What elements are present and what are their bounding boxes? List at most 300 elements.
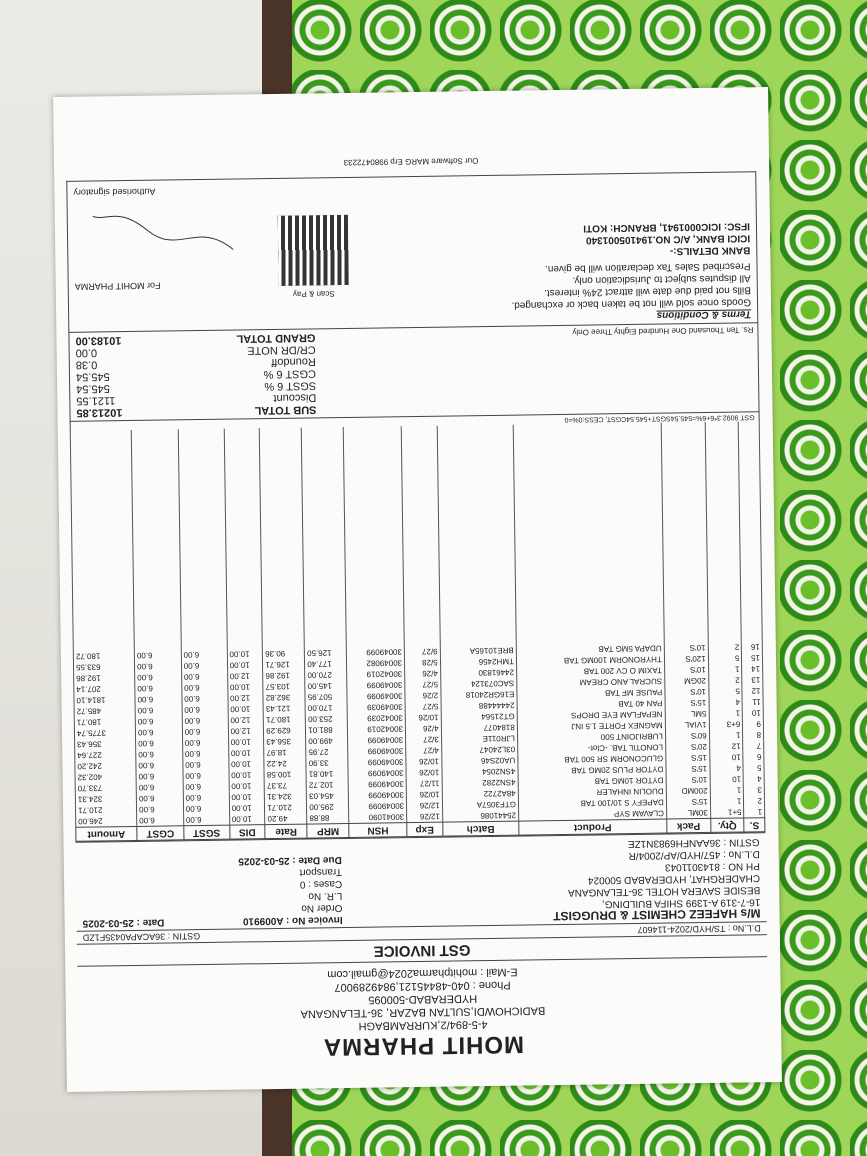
grand-total-label: GRAND TOTAL	[236, 331, 316, 345]
table-cell: 6.00	[181, 671, 227, 683]
table-cell: 12/26	[407, 811, 443, 823]
table-cell: 253.00	[305, 713, 347, 725]
cgst-value: 545.54	[75, 370, 110, 383]
table-cell: TMH2456	[440, 656, 516, 668]
discount-value: 1121.55	[76, 394, 116, 407]
table-cell: 6.00	[136, 792, 183, 804]
table-cell: 9	[743, 718, 764, 729]
table-cell: 4SN2282	[442, 777, 518, 789]
table-cell: 207.14	[74, 683, 135, 695]
roundoff-label: Roundoff	[271, 355, 316, 369]
table-cell: GT21564	[441, 711, 517, 723]
table-cell: 6.00	[183, 814, 229, 826]
table-cell: 6+3	[709, 718, 743, 729]
table-cell: 6.00	[135, 715, 182, 727]
party-section	[75, 832, 766, 931]
table-cell: 6.00	[181, 660, 227, 672]
shop-address-1: 4-5-894/2,KURRAMBAGH	[358, 1018, 488, 1032]
column-header: HSN	[349, 823, 407, 838]
authorised-signatory: Authorised signatory	[73, 186, 156, 198]
table-cell: 6.00	[136, 748, 183, 760]
table-cell: 90.36	[263, 648, 305, 660]
table-cell: 33.90	[306, 757, 348, 769]
table-cell: PAN 40 TAB	[517, 698, 665, 711]
table-cell: 6.00	[182, 748, 228, 760]
table-filler-row	[70, 421, 762, 651]
table-cell: 6.00	[135, 693, 182, 705]
sgst-label: SGST 6 %	[264, 379, 317, 393]
column-header: DIS	[229, 825, 265, 839]
table-cell: 102.72	[306, 779, 348, 791]
term-3: All disputes subject to Jurisdication only.	[572, 272, 751, 286]
table-cell: 5+1	[710, 806, 744, 818]
table-cell: 5	[709, 685, 743, 696]
table-cell: 2/26	[405, 690, 441, 701]
table-cell: 10.00	[228, 703, 264, 714]
table-cell: 1	[709, 729, 743, 740]
column-header: Qty.	[710, 818, 744, 832]
term-1: Goods once sold will not be taken back or exchanged.	[511, 296, 752, 311]
table-cell: 246.00	[76, 815, 137, 827]
amount-in-words: Rs. Ten Thousand One Hundred Eighty Three Only	[572, 325, 754, 337]
party-details	[347, 833, 766, 927]
table-cell: 180.71	[264, 714, 306, 726]
table-cell: LJR011E	[441, 733, 517, 745]
table-cell: 30041090	[349, 811, 407, 823]
table-cell: 30ML	[666, 807, 710, 819]
table-cell: 3/27	[406, 734, 442, 745]
items-table	[70, 421, 766, 842]
table-cell: 20GM	[665, 675, 709, 687]
table-body	[70, 421, 764, 827]
table-cell: 10.00	[227, 659, 263, 670]
column-header: Amount	[76, 826, 137, 841]
bank-account: ICICI BANK, A/C NO.194105001340	[585, 232, 751, 246]
table-cell	[705, 422, 742, 642]
table-cell: 324.31	[265, 791, 307, 803]
table-cell: 10/26	[406, 756, 442, 767]
roundoff-value: 0.38	[75, 358, 98, 371]
table-cell	[661, 422, 708, 643]
table-cell: 24444488	[441, 700, 517, 712]
table-cell: 6.00	[135, 704, 182, 716]
shop-name: MOHIT PHARMA	[322, 1030, 525, 1061]
table-cell: 362.82	[263, 692, 305, 704]
table-cell: 10.00	[227, 648, 263, 659]
table-cell: 5/28	[404, 657, 440, 668]
discount-label: Discount	[273, 391, 317, 404]
table-cell: 192.86	[74, 672, 135, 684]
table-cell: 402.32	[75, 771, 136, 783]
table-cell: 5/27	[405, 701, 441, 712]
shop-address-2: BADICHOWDI,SULTAN BAZAR, 36-TELANGANA	[300, 1004, 546, 1020]
table-cell: THYRONORM 100MG TAB	[516, 654, 664, 667]
table-cell: 6.00	[136, 803, 183, 815]
table-cell: PAUSE MF TAB	[517, 687, 665, 700]
table-cell: 5/27	[405, 679, 441, 690]
table-cell: 30049099	[347, 690, 405, 702]
table-cell: 6.00	[135, 671, 182, 683]
table-cell: 192.86	[263, 670, 305, 682]
table-cell: E16GR24018	[441, 689, 517, 701]
table-cell: 10.00	[228, 758, 264, 769]
table-cell: 10.00	[228, 747, 264, 758]
table-cell: 30049099	[348, 756, 406, 768]
gst-summary: GST 9092.3*6+6%=545.54SGST+545.54CGST, CESS:0%=0	[70, 411, 760, 431]
table-cell: 8	[743, 729, 764, 740]
table-cell: 6.00	[136, 737, 183, 749]
for-company: For MOHIT PHARMA	[74, 280, 161, 292]
order-no: Order No	[301, 902, 343, 914]
table-cell: TAXIM O CV 200 TAB	[516, 665, 664, 678]
table-cell: 6.00	[136, 770, 183, 782]
table-cell: 1	[709, 707, 743, 718]
table-cell: 210.71	[75, 804, 136, 816]
table-cell: 7	[743, 740, 764, 751]
table-cell: LUBRIJOINT 500	[517, 731, 665, 744]
crdr-value: 0.00	[75, 346, 98, 359]
subtotal-value: 10213.85	[76, 406, 123, 419]
party-address-2: BESIDE SAVERA HOTEL 36-TELANGANA	[567, 884, 761, 898]
table-cell: 10	[743, 707, 764, 718]
table-cell: 6.00	[183, 781, 229, 793]
shop-phone: Phone : 040-48445121,9849289007	[334, 978, 511, 994]
table-cell: 11	[742, 696, 763, 707]
table-cell: 4	[744, 773, 765, 784]
table-cell: 121.43	[263, 703, 305, 715]
table-cell: DAPEFY S 10/100 TAB	[518, 797, 666, 810]
invoice-number: Invoice No : A009910	[242, 914, 343, 927]
table-cell: 14	[742, 663, 763, 674]
grand-total-value: 10183.00	[75, 334, 122, 347]
table-cell: 4	[709, 696, 743, 707]
table-cell: 10'S	[665, 686, 709, 698]
table-cell: 210.71	[265, 802, 307, 814]
terms-block	[367, 172, 757, 327]
table-cell: 6.00	[183, 803, 229, 815]
table-cell: 20'S	[665, 741, 709, 753]
table-cell: 48A2722	[442, 788, 518, 800]
table-cell: 2	[708, 641, 742, 652]
table-cell: 6.00	[183, 770, 229, 782]
party-address-3: CHADERGHAT, HYDERABAD 500024	[587, 872, 761, 886]
table-cell: UA02S46	[442, 755, 518, 767]
table-cell: SUCRAL ANO CREAM	[517, 676, 665, 689]
signature-scribble-icon	[88, 209, 239, 261]
table-cell: 6.00	[183, 792, 229, 804]
table-cell: 1	[708, 663, 742, 674]
table-cell: 30049099	[349, 789, 407, 801]
table-cell: 140.81	[306, 768, 348, 780]
table-cell: 6.00	[182, 715, 228, 727]
table-cell: 499.00	[306, 735, 348, 747]
table-cell: 6.00	[136, 759, 183, 771]
table-cell: 10	[709, 751, 743, 762]
column-header: SGST	[183, 825, 229, 840]
table-cell	[260, 428, 305, 649]
party-dl: D.L.No : 457/HYD/AP/2004/R	[628, 848, 760, 862]
table-cell: 2	[744, 795, 765, 806]
table-cell	[343, 426, 404, 647]
shop-gstin: GSTIN : 36ACAPA0435F1ZD	[82, 931, 201, 943]
invoice-content	[65, 99, 768, 1064]
table-cell: 3	[744, 784, 765, 795]
table-cell: 881.01	[306, 724, 348, 736]
table-cell: 24.22	[264, 758, 306, 770]
table-cell: 30049039	[347, 701, 405, 713]
table-cell: 6.00	[183, 759, 229, 771]
table-cell: 30042019	[347, 668, 405, 680]
table-cell: 16	[742, 641, 763, 652]
table-cell: 27.95	[306, 746, 348, 758]
table-cell: 15'S	[665, 697, 709, 709]
table-cell	[739, 421, 763, 641]
table-cell: 2	[708, 674, 742, 685]
table-cell: 356.43	[75, 738, 136, 750]
table-cell: 6.00	[135, 682, 182, 694]
table-cell: 295.00	[307, 801, 349, 813]
table-cell: 180.71	[74, 716, 135, 728]
table-cell: 6.00	[182, 704, 228, 716]
table-cell: 126.71	[263, 659, 305, 671]
transport: Transport	[299, 866, 343, 878]
table-cell: 25441086	[442, 810, 518, 823]
table-cell: NEPAFLAM EYE DROPS	[517, 709, 665, 722]
table-cell: 100.58	[264, 769, 306, 781]
table-cell: 10	[710, 773, 744, 784]
table-cell: 60'S	[665, 730, 709, 742]
table-cell: 356.43	[264, 736, 306, 748]
table-cell: BRE10165A	[440, 645, 516, 657]
table-cell: 6	[743, 751, 764, 762]
table-cell: UDAPA 5MG TAB	[516, 643, 664, 656]
table-cell: 629.29	[264, 725, 306, 737]
table-cell: 485.72	[74, 705, 135, 717]
table-cell: 15'S	[666, 752, 710, 764]
table-cell: 1	[710, 795, 744, 806]
table-cell: 4/27	[406, 745, 442, 756]
shop-email: E-Mail : mohitpharma2024@gmail.com	[327, 965, 518, 981]
bank-title: BANK DETAILS:-	[669, 244, 751, 257]
table-cell: 10'S	[666, 774, 710, 786]
table-cell: 3775.74	[74, 727, 135, 739]
software-credit: Our Software MARG Erp 9980472233	[343, 156, 479, 167]
table-cell: DYTOR PLUS 20MG TAB	[518, 764, 666, 777]
table-cell: 507.95	[305, 691, 347, 703]
table-cell: 5	[708, 652, 742, 663]
scan-label: Scan & Pay	[292, 289, 335, 299]
party-name: M/s HAFEEZ CHEMIST & DRUGGIST	[553, 906, 761, 924]
invoice-title: GST INVOICE	[77, 934, 767, 967]
table-cell: 12	[709, 740, 743, 751]
table-cell: 6.00	[137, 814, 184, 826]
sgst-value: 545.54	[76, 382, 110, 395]
cases: Cases : 0	[299, 878, 343, 890]
table-cell: 10/26	[406, 789, 442, 800]
table-cell: 4/26	[405, 723, 441, 734]
table-cell: 200MD	[666, 785, 710, 797]
term-4: Prescribed Sales Tax declaration will be given.	[544, 260, 751, 275]
invoice-header	[77, 934, 769, 1064]
table-cell	[131, 429, 181, 650]
column-header: S.	[744, 818, 765, 832]
table-cell: 12.00	[228, 725, 264, 736]
table-cell: 1	[710, 784, 744, 795]
footer-section	[66, 171, 758, 332]
table-cell	[513, 423, 664, 645]
table-cell: 9/27	[404, 646, 440, 657]
table-cell: 454.03	[307, 790, 349, 802]
table-cell: 10/26	[405, 712, 441, 723]
table-cell: 6.00	[182, 726, 228, 738]
table-cell	[178, 429, 227, 650]
table-cell: 10.00	[229, 769, 265, 780]
table-cell: 6.00	[134, 649, 181, 661]
table-cell: 120'S	[664, 653, 708, 665]
table-cell: 12.00	[228, 692, 264, 703]
lr-no: L.R. No	[308, 890, 343, 902]
table-cell: DYTOR 10MG TAB	[518, 775, 666, 788]
party-address-1: 16-7-319 A-1399 SHIFA BUILDING,	[601, 896, 761, 910]
table-cell: GTF3057A	[442, 799, 518, 811]
table-cell	[70, 430, 134, 651]
table-cell: 12.00	[228, 714, 264, 725]
table-cell: CLAVAM SYP	[518, 808, 666, 822]
table-cell: 242.20	[75, 760, 136, 772]
table-cell: 30049099	[348, 745, 406, 757]
table-cell: 227.64	[75, 749, 136, 761]
shop-dl: D.L.No : TS/HYD/2024-114607	[637, 923, 761, 935]
table-cell: 6.00	[182, 737, 228, 749]
table-cell: 12.00	[227, 670, 263, 681]
table-cell: 30049099	[347, 679, 405, 691]
table-cell: 1VIAL	[665, 719, 709, 731]
table-cell: 10.00	[229, 813, 265, 825]
table-cell	[401, 426, 440, 646]
table-cell: 10'S	[664, 664, 708, 676]
table-cell: 633.55	[73, 661, 134, 673]
term-2: Bills not paid due date will attract 24% interest.	[544, 284, 751, 299]
table-cell: 73.37	[264, 780, 306, 792]
crdr-label: CR/DR NOTE	[247, 343, 316, 357]
table-cell: 1814.10	[74, 694, 135, 706]
table-cell: 4/26	[405, 668, 441, 679]
table-cell	[301, 427, 346, 648]
table-cell: 6.00	[181, 682, 227, 694]
table-cell: 18.97	[264, 747, 306, 759]
table-cell: 6.00	[136, 781, 183, 793]
column-header: Product	[519, 819, 667, 835]
table-cell: 6.00	[181, 649, 227, 661]
table-cell: 13	[742, 674, 763, 685]
table-cell: 270.00	[305, 669, 347, 681]
table-cell: DUOLIN INHALER	[518, 786, 666, 799]
table-cell: 03L24047	[441, 744, 517, 756]
terms-title: Terms & Conditions	[656, 308, 752, 321]
table-cell: LONOTIL TAB. -Clot-	[518, 742, 666, 755]
table-cell: 11/27	[406, 778, 442, 789]
column-header: MRP	[307, 823, 349, 838]
invoice-number-row	[83, 913, 343, 929]
totals-box	[69, 329, 322, 421]
party-gstin: GSTIN : 36AANFH6983N1ZE	[627, 836, 760, 850]
shop-address-3: HYDERABAD-500095	[368, 992, 478, 1006]
invoice-paper	[53, 87, 782, 1092]
column-header: Batch	[442, 821, 518, 836]
table-cell: 145.00	[305, 680, 347, 692]
table-cell: 10/26	[406, 767, 442, 778]
table-cell: 6.00	[135, 660, 182, 672]
cgst-label: CGST 6 %	[263, 367, 317, 381]
column-header: Pack	[667, 818, 711, 833]
totals-section	[68, 322, 759, 421]
table-cell: 15	[742, 652, 763, 663]
table-cell: 15'S	[666, 763, 710, 775]
due-date: Due Date : 25-03-2025	[238, 854, 342, 867]
column-header: Exp	[407, 822, 443, 836]
table-cell: 12	[742, 685, 763, 696]
table-cell	[224, 428, 263, 648]
table-cell: 8184077	[441, 722, 517, 734]
table-cell: 10.00	[229, 791, 265, 802]
table-cell: 177.40	[305, 658, 347, 670]
table-cell: 10.00	[229, 802, 265, 813]
qr-code-icon	[278, 215, 349, 286]
table-cell: GLUCONORM SR 500 TAB	[518, 753, 666, 766]
table-cell: 733.70	[75, 782, 136, 794]
table-cell: 103.57	[263, 681, 305, 693]
table-cell: 170.00	[305, 702, 347, 714]
qr-block	[257, 178, 369, 330]
column-header: Rate	[265, 824, 307, 839]
bank-ifsc: IFSC: ICIC0001941, BRANCH: KOTI	[583, 220, 751, 234]
table-cell: 6.00	[135, 726, 182, 738]
column-header: CGST	[137, 826, 184, 841]
signature-block	[67, 179, 259, 332]
table-cell: 30049099	[348, 734, 406, 746]
table-cell: 180.72	[73, 650, 134, 662]
table-cell: 88.88	[307, 812, 349, 824]
table-cell: 4SN2054	[442, 766, 518, 778]
table-cell: 30049099	[347, 646, 405, 658]
table-cell: 126.50	[305, 647, 347, 659]
table-cell: 10.00	[228, 736, 264, 747]
table-cell: MAGNEX FORTE 1.5 INJ	[517, 720, 665, 733]
table-cell: 49.20	[265, 813, 307, 825]
table-cell: 324.31	[75, 793, 136, 805]
table-cell: 24461830	[440, 667, 516, 679]
table-cell: 30049099	[348, 778, 406, 790]
table-cell: 10'S	[664, 642, 708, 654]
table-cell: 5	[743, 762, 764, 773]
table-cell	[437, 425, 516, 646]
table-cell: 30049099	[349, 800, 407, 812]
table-cell: 15'S	[666, 796, 710, 808]
invoice-date: Date : 25-03-2025	[82, 916, 165, 929]
table-cell: 10.00	[227, 681, 263, 692]
table-cell: 10.00	[229, 780, 265, 791]
table-cell: 6.00	[182, 693, 228, 705]
table-cell: 1	[744, 806, 765, 818]
table-cell: 5ML	[665, 708, 709, 720]
table-cell: SAC073124	[440, 678, 516, 690]
table-cell: 30049099	[348, 767, 406, 779]
party-phone: PH NO : 8143011043	[664, 860, 760, 873]
subtotal-label: SUB TOTAL	[254, 403, 317, 417]
invoice-meta	[76, 839, 349, 931]
table-cell: 12/26	[406, 800, 442, 811]
table-cell: 30049082	[347, 657, 405, 669]
